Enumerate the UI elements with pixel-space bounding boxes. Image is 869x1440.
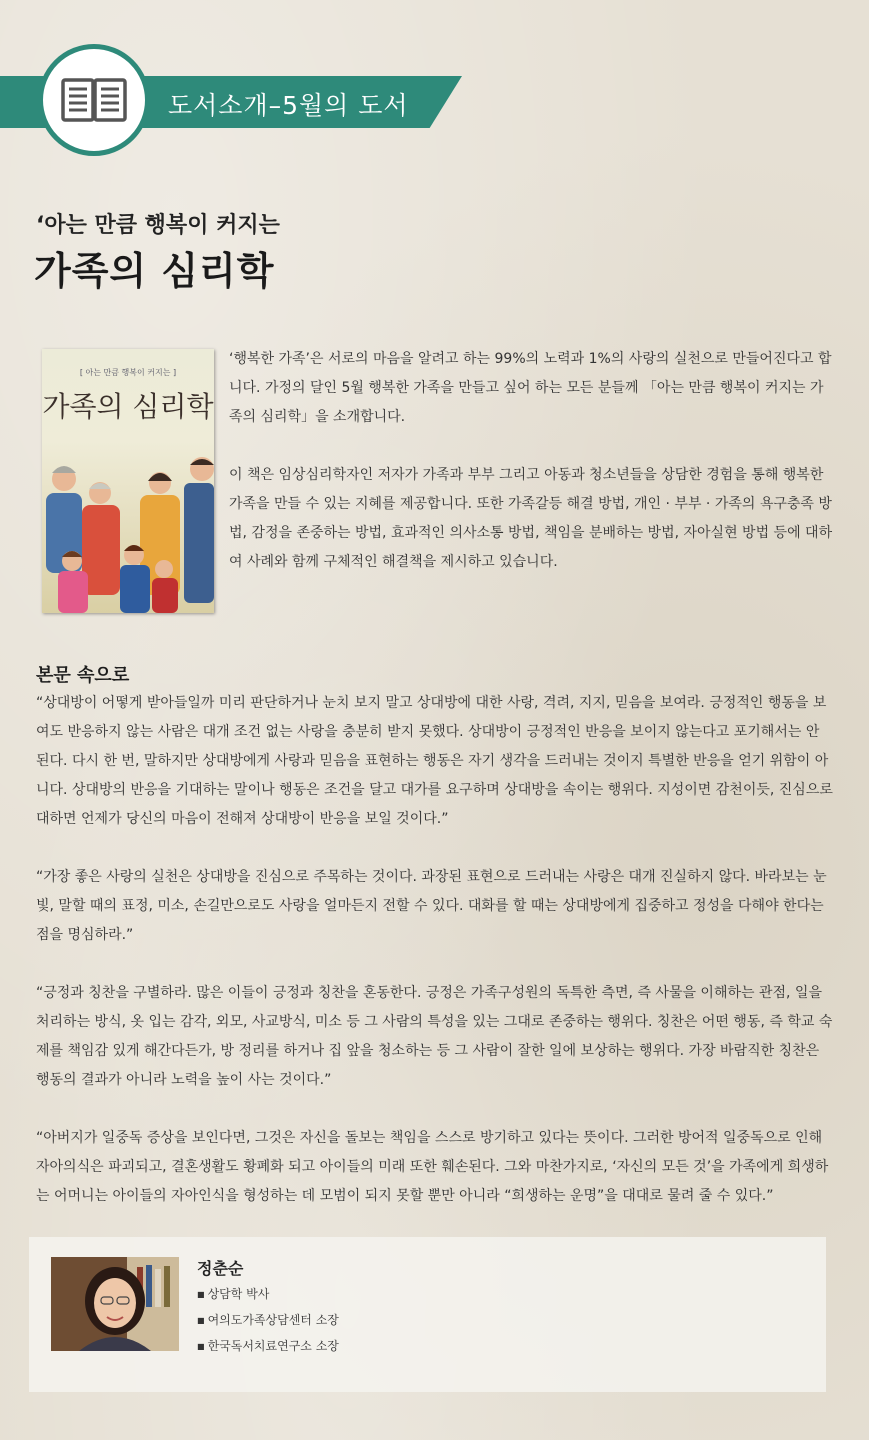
author-photo xyxy=(51,1257,179,1351)
intro-paragraph: ‘행복한 가족’은 서로의 마음을 알려고 하는 99%의 노력과 1%의 사랑의 실천으로 만들어진다고 합니다. 가정의 달인 5월 행복한 가족을 만들고 싶어 하는 모든 분들께 「아는 만큼 행복이 커지는 가족의 심리학」을 소개합니다. xyxy=(229,351,832,425)
banner-title: 도서소개–5월의 도서 xyxy=(168,91,409,120)
book-cover xyxy=(42,349,214,613)
author-name: 정춘순 xyxy=(197,1259,244,1278)
quote-list xyxy=(36,689,836,1240)
quote-paragraph: “긍정과 칭찬을 구별하라. 많은 이들이 긍정과 칭찬을 혼동한다. 긍정은 가족구성원의 독특한 측면, 즉 사물을 이해하는 관점, 일을 처리하는 방식, 옷 입는 감각, 외모, 사교방식, 미소 등 그 사람의 특성을 있는 그대로 존중하는 행위다. 칭찬은 어떤 행동, 즉 학교 숙제를 책임감 있게 해간다든가, 방 정리를 하거나 집 앞을 청소하는 등 그 사람이 잘한 일에 보상하는 행위다. 가장 바람직한 칭찬은 행동의 결과가 아니라 노력을 높이 사는 것이다.” xyxy=(36,985,833,1088)
book-icon-badge xyxy=(38,44,150,156)
section-heading: 본문 속으로 xyxy=(36,665,130,686)
cover-title: 가족의 심리학 xyxy=(42,390,214,423)
credential-item: ■ 한국독서치료연구소 소장 xyxy=(197,1334,339,1360)
credential-item: ■ 여의도가족상담센터 소장 xyxy=(197,1308,339,1334)
quote-paragraph: “가장 좋은 사랑의 실천은 상대방을 진심으로 주목하는 것이다. 과장된 표현으로 드러내는 사랑은 대개 진실하지 않다. 바라보는 눈빛, 말할 때의 표정, 미소, 손길만으로도 사랑을 얼마든지 전할 수 있다. 대화를 할 때는 상대방에게 집중하고 정성을 다해야 한다는 점을 명심하라.” xyxy=(36,869,827,943)
author-portrait xyxy=(51,1257,179,1351)
open-book-icon xyxy=(61,76,127,124)
book-subtitle: ‘아는 만큼 행복이 커지는 xyxy=(36,213,280,238)
credential-item: ■ 상담학 박사 xyxy=(197,1282,339,1308)
quote-paragraph: “상대방이 어떻게 받아들일까 미리 판단하거나 눈치 보지 말고 상대방에 대한 사랑, 격려, 지지, 믿음을 보여라. 긍정적인 행동을 보여도 반응하지 않는 사람은 대개 조건 없는 사랑을 충분히 받지 못했다. 상대방이 긍정적인 반응을 보이지 않는다고 포기해서는 안 된다. 다시 한 번, 말하지만 상대방에게 사랑과 믿음을 표현하는 행동은 자기 생각을 드러내는 것이지 특별한 반응을 얻기 위함이 아니다. 상대방의 반응을 기대하는 말이나 행동은 조건을 달고 대가를 요구하며 상대방을 속이는 행위다. 지성이면 감천이듯, 진심으로 대하면 언제가 당신의 마음이 전해져 상대방이 반응을 보일 것이다.” xyxy=(36,695,833,827)
book-title: 가족의 심리학 xyxy=(34,249,275,293)
author-credentials xyxy=(197,1282,339,1360)
intro-paragraph: 이 책은 임상심리학자인 저자가 가족과 부부 그리고 아동과 청소년들을 상담한 경험을 통해 행복한 가족을 만들 수 있는 지혜를 제공합니다. 또한 가족갈등 해결 방법, 개인 · 부부 · 가족의 욕구충족 방법, 감정을 존중하는 방법, 효과적인 의사소통 방법, 책임을 분배하는 방법, 자아실현 방법 등에 대하여 사례와 함께 구체적인 해결책을 제시하고 있습니다. xyxy=(229,467,833,570)
quote-paragraph: “아버지가 일중독 증상을 보인다면, 그것은 자신을 돌보는 책임을 스스로 방기하고 있다는 뜻이다. 그러한 방어적 일중독으로 인해 자아의식은 파괴되고, 결혼생활도 황폐화 되고 아이들의 미래 또한 훼손된다. 그와 마찬가지로, ‘자신의 모든 것’을 가족에게 희생하는 어머니는 아이들의 자아인식을 형성하는 데 모범이 되지 못할 뿐만 아니라 “희생하는 운명”을 대대로 물려 줄 수 있다.” xyxy=(36,1130,829,1204)
family-illustration xyxy=(42,449,214,613)
book-introduction xyxy=(229,345,835,606)
cover-top-text: [ 아는 만큼 행복이 커지는 ] xyxy=(79,368,177,377)
